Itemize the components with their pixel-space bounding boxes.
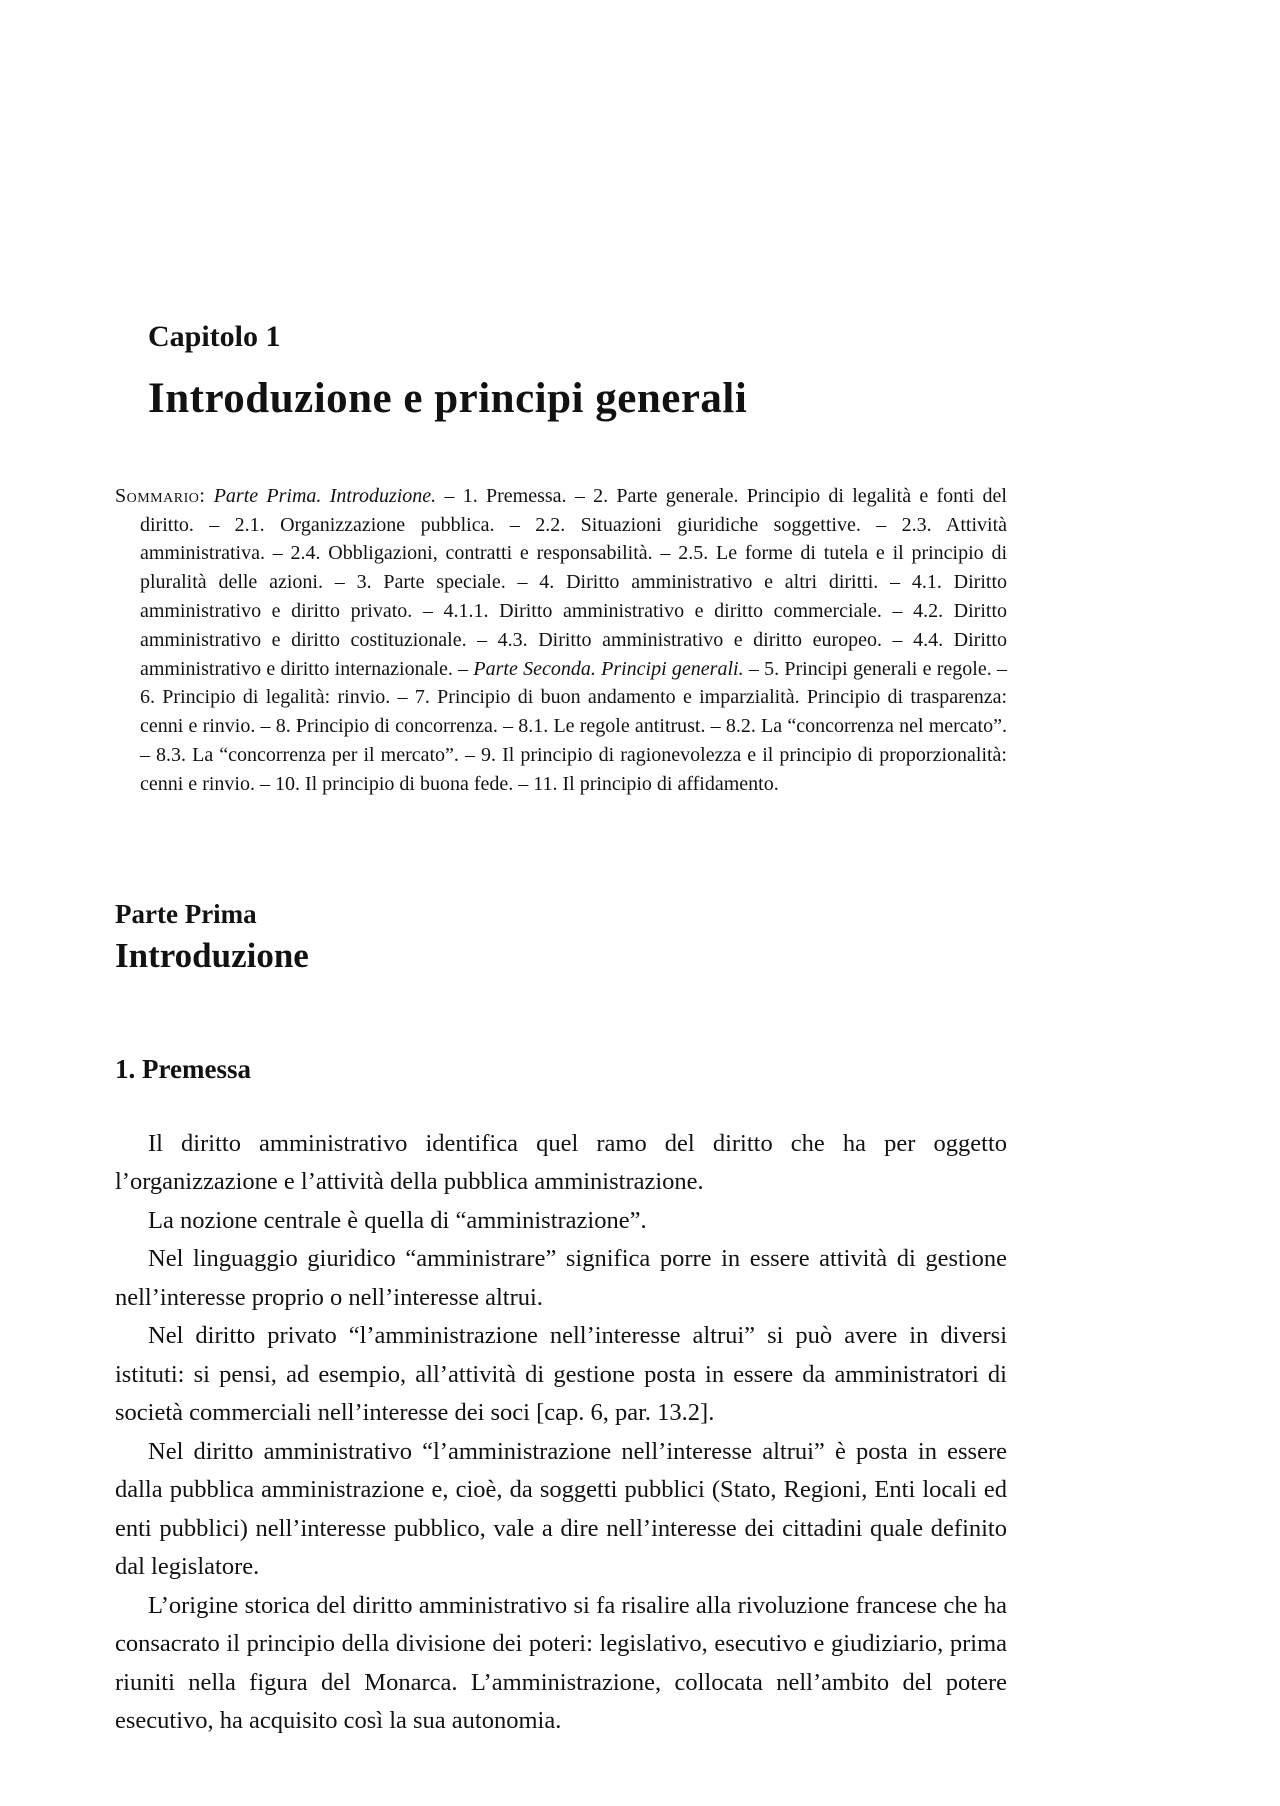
- chapter-label: Capitolo 1: [148, 320, 281, 353]
- sommario-text: [140, 485, 1007, 795]
- sommario-label: Sommario:: [115, 484, 206, 507]
- body-paragraph: L’origine storica del diritto amministrativo si fa risalire alla rivoluzione francese che ha consacrato il principio della divisione dei poteri: legislativo, esecutivo e giudiziario, prima riuniti nella figura del Monarca. L’amministrazione, collocata nell’ambito del potere esecutivo, ha acquisito così la sua autonomia.: [115, 1591, 1007, 1735]
- body-paragraph: Nel diritto privato “l’amministrazione nell’interesse altrui” si può avere in diversi istituti: si pensi, ad esempio, all’attività di gestione posta in essere da amministratori di società commerciali nell’interesse dei soci [cap. 6, par. 13.2].: [115, 1322, 1007, 1427]
- body-paragraph: La nozione centrale è quella di “amministrazione”.: [148, 1206, 647, 1234]
- sommario-segment: – 5. Principi generali e regole. – 6. Principio di legalità: rinvio. – 7. Principio di buon andamento e imparzialità. Principio di trasparenza: cenni e rinvio. – 8. Principio di concorrenza. – 8.1. Le regole antitrust. – 8.2. La “concorrenza nel mercato”. – 8.3. La “concorrenza per il mercato”. – 9. Il principio di ragionevolezza e il principio di proporzionalità: cenni e rinvio. – 10. Il principio di buona fede. – 11. Il principio di affidamento.: [140, 657, 1007, 795]
- sommario-segment: Parte Prima. Introduzione.: [205, 484, 437, 507]
- body-paragraph: Nel linguaggio giuridico “amministrare” significa porre in essere attività di gestione nell’interesse proprio o nell’interesse altrui.: [115, 1245, 1007, 1311]
- body-paragraph: Il diritto amministrativo identifica quel ramo del diritto che ha per oggetto l’organizzazione e l’attività della pubblica amministrazione.: [115, 1129, 1007, 1196]
- part-label: Parte Prima: [115, 898, 257, 929]
- sommario-segment: Parte Seconda. Principi generali.: [473, 657, 744, 680]
- sommario: [115, 482, 1007, 799]
- body-paragraph: Nel diritto amministrativo “l’amministrazione nell’interesse altrui” è posta in essere dalla pubblica amministrazione e, cioè, da soggetti pubblici (Stato, Regioni, Enti locali ed enti pubblici) nell’interesse pubblico, vale a dire nell’interesse dei cittadini quale definito dal legislatore.: [115, 1437, 1007, 1581]
- sommario-segment: – 1. Premessa. – 2. Parte generale. Principio di legalità e fonti del diritto. – 2.1. Organizzazione pubblica. – 2.2. Situazioni giuridiche soggettive. – 2.3. Attività amministrativa. – 2.4. Obbligazioni, contratti e responsabilità. – 2.5. Le forme di tutela e il principio di pluralità delle azioni. – 3. Parte speciale. – 4. Diritto amministrativo e altri diritti. – 4.1. Diritto amministrativo e diritto privato. – 4.1.1. Diritto amministrativo e diritto commerciale. – 4.2. Diritto amministrativo e diritto costituzionale. – 4.3. Diritto amministrativo e diritto europeo. – 4.4. Diritto amministrativo e diritto internazionale. –: [140, 484, 1007, 680]
- body-paragraphs: [115, 1125, 1007, 1741]
- section-heading: 1. Premessa: [115, 1053, 251, 1084]
- part-title: Introduzione: [115, 935, 309, 975]
- chapter-title: Introduzione e principi generali: [148, 374, 748, 422]
